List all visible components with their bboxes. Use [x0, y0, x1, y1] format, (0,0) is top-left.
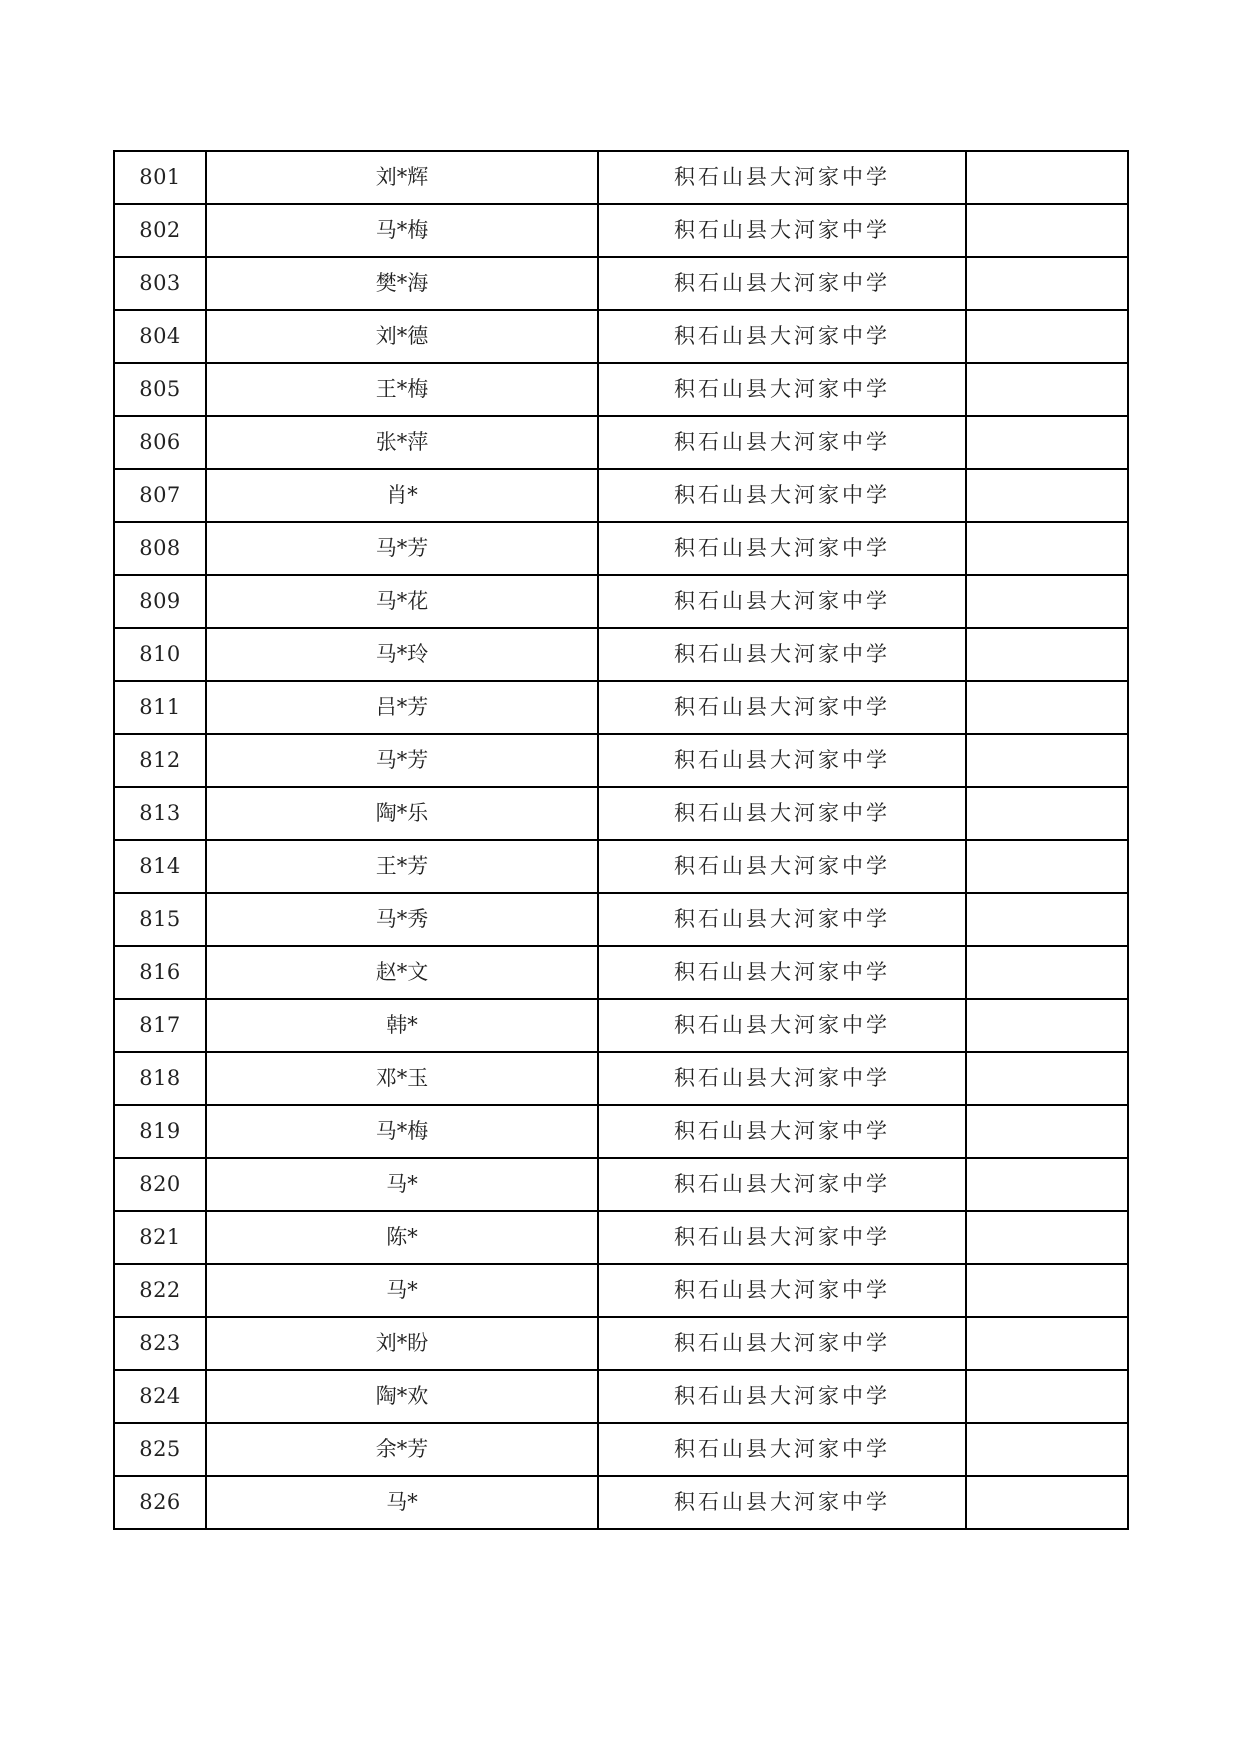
- person-name-cell: 马*芳: [206, 522, 598, 575]
- table-row: [114, 840, 1128, 893]
- remark-cell: [966, 946, 1128, 999]
- table-row: [114, 1211, 1128, 1264]
- table-row: [114, 1158, 1128, 1211]
- table-row: [114, 416, 1128, 469]
- remark-cell: [966, 522, 1128, 575]
- person-name-cell: 肖*: [206, 469, 598, 522]
- person-name-cell: 刘*辉: [206, 151, 598, 204]
- row-number-cell: 820: [114, 1158, 206, 1211]
- row-number-cell: 814: [114, 840, 206, 893]
- row-number-cell: 804: [114, 310, 206, 363]
- remark-cell: [966, 1211, 1128, 1264]
- row-number-cell: 812: [114, 734, 206, 787]
- remark-cell: [966, 628, 1128, 681]
- table-row: [114, 575, 1128, 628]
- table-row: [114, 946, 1128, 999]
- remark-cell: [966, 310, 1128, 363]
- table-row: [114, 681, 1128, 734]
- person-name-cell: 陈*: [206, 1211, 598, 1264]
- person-name-cell: 马*梅: [206, 204, 598, 257]
- person-name-cell: 马*梅: [206, 1105, 598, 1158]
- table-row: [114, 522, 1128, 575]
- row-number-cell: 810: [114, 628, 206, 681]
- row-number-cell: 802: [114, 204, 206, 257]
- remark-cell: [966, 999, 1128, 1052]
- person-name-cell: 马*: [206, 1158, 598, 1211]
- row-number-cell: 801: [114, 151, 206, 204]
- remark-cell: [966, 1423, 1128, 1476]
- table-row: [114, 1317, 1128, 1370]
- row-number-cell: 818: [114, 1052, 206, 1105]
- school-name-cell: 积石山县大河家中学: [598, 469, 966, 522]
- person-name-cell: 马*花: [206, 575, 598, 628]
- person-name-cell: 邓*玉: [206, 1052, 598, 1105]
- school-name-cell: 积石山县大河家中学: [598, 257, 966, 310]
- person-name-cell: 马*秀: [206, 893, 598, 946]
- table-row: [114, 363, 1128, 416]
- row-number-cell: 806: [114, 416, 206, 469]
- table-row: [114, 1105, 1128, 1158]
- person-name-cell: 张*萍: [206, 416, 598, 469]
- row-number-cell: 808: [114, 522, 206, 575]
- school-name-cell: 积石山县大河家中学: [598, 204, 966, 257]
- table-row: [114, 257, 1128, 310]
- row-number-cell: 822: [114, 1264, 206, 1317]
- table-row: [114, 999, 1128, 1052]
- school-name-cell: 积石山县大河家中学: [598, 522, 966, 575]
- row-number-cell: 823: [114, 1317, 206, 1370]
- roster-table: [113, 150, 1129, 1530]
- table-row: [114, 1423, 1128, 1476]
- school-name-cell: 积石山县大河家中学: [598, 1052, 966, 1105]
- school-name-cell: 积石山县大河家中学: [598, 575, 966, 628]
- school-name-cell: 积石山县大河家中学: [598, 1264, 966, 1317]
- roster-body: [114, 151, 1128, 1529]
- school-name-cell: 积石山县大河家中学: [598, 628, 966, 681]
- row-number-cell: 809: [114, 575, 206, 628]
- row-number-cell: 811: [114, 681, 206, 734]
- school-name-cell: 积石山县大河家中学: [598, 681, 966, 734]
- table-row: [114, 204, 1128, 257]
- remark-cell: [966, 734, 1128, 787]
- row-number-cell: 819: [114, 1105, 206, 1158]
- row-number-cell: 807: [114, 469, 206, 522]
- remark-cell: [966, 1317, 1128, 1370]
- person-name-cell: 韩*: [206, 999, 598, 1052]
- school-name-cell: 积石山县大河家中学: [598, 151, 966, 204]
- table-row: [114, 469, 1128, 522]
- table-row: [114, 893, 1128, 946]
- table-row: [114, 1476, 1128, 1529]
- table-row: [114, 734, 1128, 787]
- remark-cell: [966, 151, 1128, 204]
- person-name-cell: 刘*盼: [206, 1317, 598, 1370]
- school-name-cell: 积石山县大河家中学: [598, 946, 966, 999]
- remark-cell: [966, 1476, 1128, 1529]
- person-name-cell: 樊*海: [206, 257, 598, 310]
- remark-cell: [966, 363, 1128, 416]
- remark-cell: [966, 469, 1128, 522]
- person-name-cell: 余*芳: [206, 1423, 598, 1476]
- school-name-cell: 积石山县大河家中学: [598, 1105, 966, 1158]
- person-name-cell: 马*: [206, 1476, 598, 1529]
- school-name-cell: 积石山县大河家中学: [598, 1476, 966, 1529]
- remark-cell: [966, 681, 1128, 734]
- person-name-cell: 马*: [206, 1264, 598, 1317]
- remark-cell: [966, 787, 1128, 840]
- school-name-cell: 积石山县大河家中学: [598, 1423, 966, 1476]
- remark-cell: [966, 257, 1128, 310]
- person-name-cell: 马*玲: [206, 628, 598, 681]
- remark-cell: [966, 1264, 1128, 1317]
- row-number-cell: 821: [114, 1211, 206, 1264]
- row-number-cell: 813: [114, 787, 206, 840]
- remark-cell: [966, 1158, 1128, 1211]
- school-name-cell: 积石山县大河家中学: [598, 893, 966, 946]
- school-name-cell: 积石山县大河家中学: [598, 787, 966, 840]
- school-name-cell: 积石山县大河家中学: [598, 416, 966, 469]
- row-number-cell: 825: [114, 1423, 206, 1476]
- person-name-cell: 赵*文: [206, 946, 598, 999]
- school-name-cell: 积石山县大河家中学: [598, 734, 966, 787]
- row-number-cell: 803: [114, 257, 206, 310]
- row-number-cell: 824: [114, 1370, 206, 1423]
- remark-cell: [966, 1370, 1128, 1423]
- row-number-cell: 816: [114, 946, 206, 999]
- remark-cell: [966, 1105, 1128, 1158]
- table-row: [114, 1052, 1128, 1105]
- table-row: [114, 151, 1128, 204]
- school-name-cell: 积石山县大河家中学: [598, 1370, 966, 1423]
- row-number-cell: 815: [114, 893, 206, 946]
- row-number-cell: 817: [114, 999, 206, 1052]
- remark-cell: [966, 575, 1128, 628]
- table-row: [114, 1370, 1128, 1423]
- school-name-cell: 积石山县大河家中学: [598, 1317, 966, 1370]
- person-name-cell: 吕*芳: [206, 681, 598, 734]
- person-name-cell: 陶*乐: [206, 787, 598, 840]
- row-number-cell: 826: [114, 1476, 206, 1529]
- row-number-cell: 805: [114, 363, 206, 416]
- person-name-cell: 王*芳: [206, 840, 598, 893]
- remark-cell: [966, 1052, 1128, 1105]
- school-name-cell: 积石山县大河家中学: [598, 310, 966, 363]
- person-name-cell: 王*梅: [206, 363, 598, 416]
- person-name-cell: 刘*德: [206, 310, 598, 363]
- school-name-cell: 积石山县大河家中学: [598, 363, 966, 416]
- remark-cell: [966, 204, 1128, 257]
- school-name-cell: 积石山县大河家中学: [598, 1158, 966, 1211]
- person-name-cell: 马*芳: [206, 734, 598, 787]
- remark-cell: [966, 840, 1128, 893]
- table-row: [114, 310, 1128, 363]
- table-row: [114, 787, 1128, 840]
- school-name-cell: 积石山县大河家中学: [598, 840, 966, 893]
- remark-cell: [966, 893, 1128, 946]
- table-row: [114, 1264, 1128, 1317]
- school-name-cell: 积石山县大河家中学: [598, 1211, 966, 1264]
- table-row: [114, 628, 1128, 681]
- remark-cell: [966, 416, 1128, 469]
- school-name-cell: 积石山县大河家中学: [598, 999, 966, 1052]
- person-name-cell: 陶*欢: [206, 1370, 598, 1423]
